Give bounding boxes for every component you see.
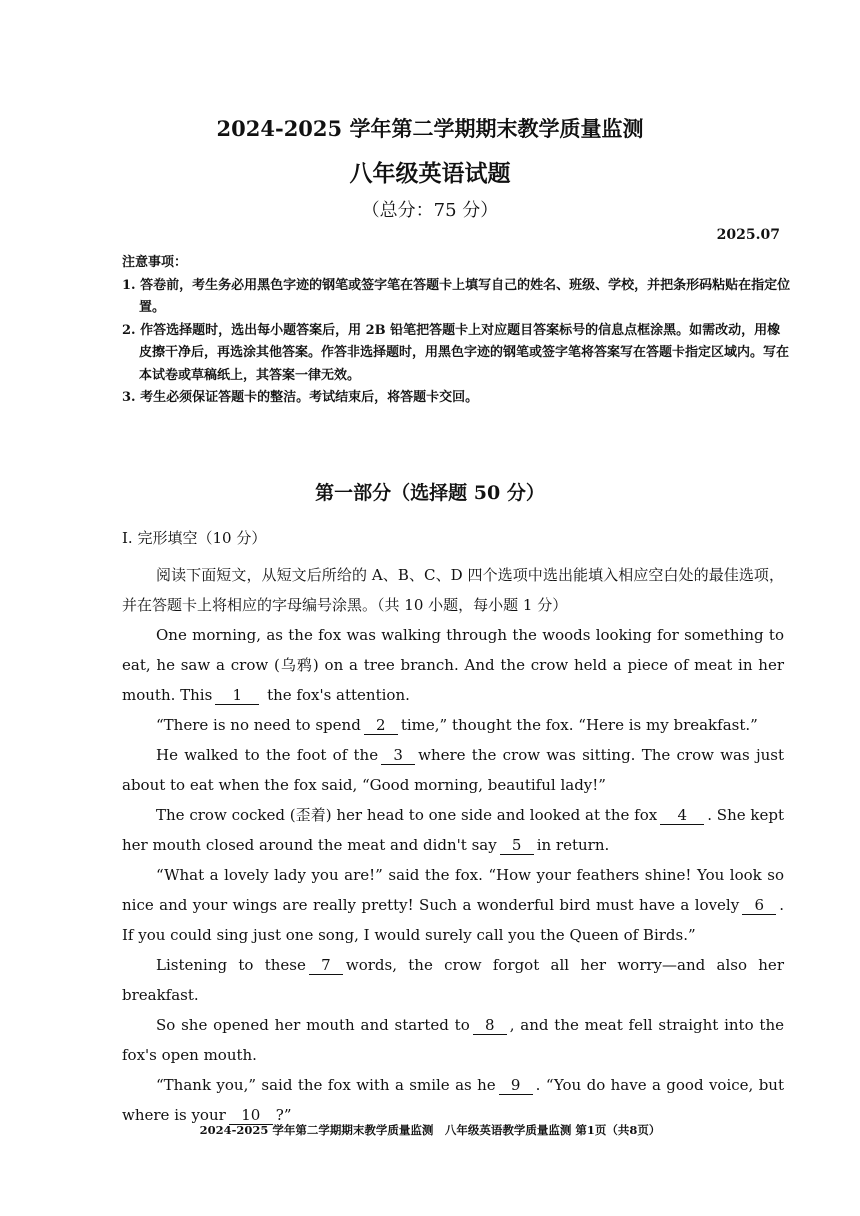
exam-subtitle: 八年级英语试题 [349,160,511,187]
passage-text: “There is no need to spend [156,716,361,734]
passage-text: where the crow was sitting. The crow was just about to eat when the fox said, “Good morning, beautiful lady!” [122,746,785,794]
exam-date: 2025.07 [716,227,780,243]
passage-text: the fox's attention. [267,686,410,704]
passage-paragraph [122,740,784,800]
note-item: 2. 作答选择题时，选出每小题答案后，用 2B 铅笔把答题卡上对应题目答案标号的信息点框涂黑。如需改动，用橡皮擦干净后，再选涂其他答案。作答非选择题时，用黑色字迹的钢笔或签字笔将答案写在答题卡指定区域内。写在本试卷或草稿纸上，其答案一律无效。 [122,322,790,383]
passage-paragraph [122,710,784,740]
blank-1: 1 [215,686,259,705]
passage-text: in return. [536,836,610,854]
blank-8: 8 [473,1016,507,1035]
notes-section [122,252,792,410]
passage-paragraph [122,1070,784,1130]
passage-text: “What a lovely lady you are!” said the fox. “How your feathers shine! You look so nice and your wings are really pretty! Such a wonderful bird must have a lovely [122,866,784,914]
passage-paragraph [122,620,784,710]
exam-title: 2024-2025 学年第二学期期末教学质量监测 [216,116,644,141]
blank-5: 5 [500,836,534,855]
page-footer: 2024-2025 学年第二学期期末教学质量监测 八年级英语教学质量监测 第1页（共8页） [199,1123,661,1137]
blank-2: 2 [364,716,398,735]
passage-text: . She kept her mouth closed around the meat and didn't say [122,806,784,854]
passage-text: time,” thought the fox. “Here is my breakfast.” [400,716,758,734]
passage-text: One morning, as the fox was walking through the woods looking for something to eat, he saw a crow (乌鸦) on a tree branch. And the crow held a piece of meat in her mouth. This [122,626,784,704]
instructions: 阅读下面短文，从短文后所给的 A、B、C、D 四个选项中选出能填入相应空白处的最佳选项，并在答题卡上将相应的字母编号涂黑。（共 10 小题，每小题 1 分） [122,566,784,614]
part-title: 第一部分（选择题 50 分） [315,482,545,504]
passage-text: ?” [275,1106,292,1124]
section-title: Ⅰ. 完形填空（10 分） [122,529,267,547]
passage-paragraph [122,950,784,1010]
blank-4: 4 [660,806,704,825]
blank-7: 7 [309,956,343,975]
passage-text: words, the crow forgot all her worry—and also her breakfast. [122,956,784,1004]
passage-paragraph [122,860,784,950]
note-item: 3. 考生必须保证答题卡的整洁。考试结束后，将答题卡交回。 [122,390,479,405]
blank-6: 6 [742,896,776,915]
passage-text: , and the meat fell straight into the fox's open mouth. [122,1016,784,1064]
passage-text: The crow cocked (歪着) her head to one side and looked at the fox [156,806,658,824]
passage-text: . “You do have a good voice, but where is your [122,1076,784,1124]
cloze-body [122,560,784,1130]
blank-10: 10 [229,1106,273,1125]
passage-text: So she opened her mouth and started to [156,1016,470,1034]
passage-paragraph [122,1010,784,1070]
passage-text: “Thank you,” said the fox with a smile as he [156,1076,496,1094]
note-item: 1. 答卷前，考生务必用黑色字迹的钢笔或签字笔在答题卡上填写自己的姓名、班级、学校，并把条形码粘贴在指定位置。 [122,277,791,315]
passage-text: He walked to the foot of the [156,746,379,764]
total-score: （总分：75 分） [361,200,499,221]
passage-text: Listening to these [156,956,306,974]
passage-paragraph [122,800,784,860]
blank-3: 3 [381,746,415,765]
notes-heading: 注意事项： [122,255,188,270]
blank-9: 9 [499,1076,533,1095]
passage-text: . If you could sing just one song, I would surely call you the Queen of Birds.” [122,896,784,944]
